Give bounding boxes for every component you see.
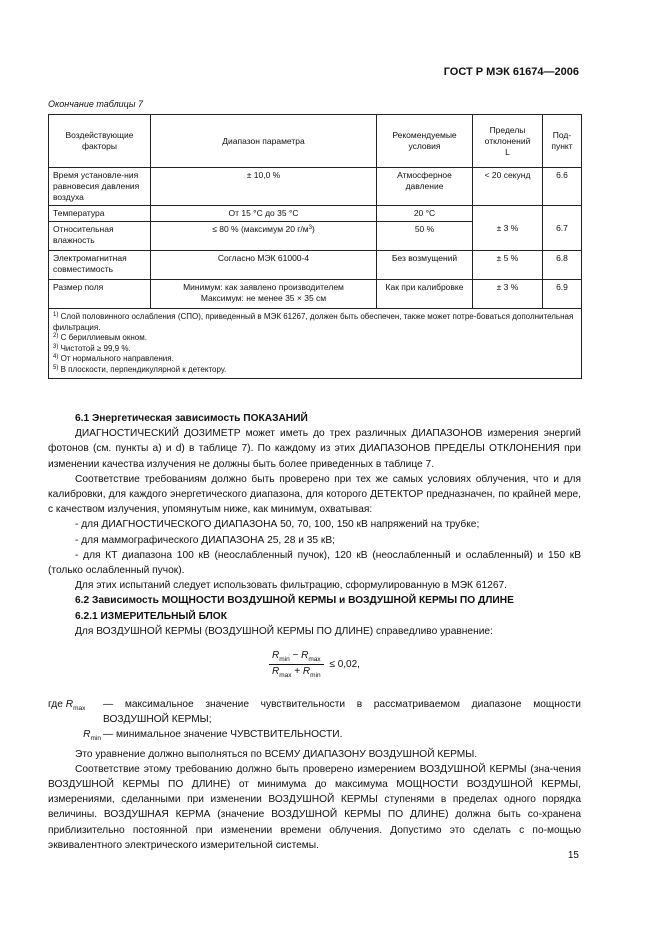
- footnote-1: $^{1)}$ Слой половинного ослабления (СПО), приведенный в МЭК 61267, должен быть обеспечен, также может потре-боваться дополнительная фильтрация.: [53, 312, 574, 332]
- section-title: 6.1 Энергетическая зависимость ПОКАЗАНИЙ: [75, 413, 308, 424]
- paragraph: Это уравнение должно выполняться по ВСЕМУ ДИАПАЗОНУ ВОЗДУШНОЙ КЕРМЫ.: [75, 748, 478, 760]
- table-caption: Окончание таблицы 7: [48, 99, 143, 109]
- col-header-subclause: Под-пункт: [543, 115, 582, 168]
- list-item: - для маммографического ДИАПАЗОНА 25, 28 и 35 кВ;: [75, 534, 335, 546]
- footnote-4: $^{4)}$ От нормального направления.: [53, 354, 174, 363]
- footnote-3: $^{3)}$ Чистотой ≥ 99,9 %.: [53, 343, 131, 353]
- section-6-2-continued: [48, 697, 581, 853]
- table-row: [49, 206, 582, 222]
- cell-subclause: 6.7: [543, 206, 582, 251]
- cell-conditions: 20 °С: [377, 206, 473, 222]
- cell-subclause: 6.8: [543, 251, 582, 280]
- cell-factor: Размер поля: [49, 280, 151, 309]
- section-title: 6.2 Зависимость МОЩНОСТИ ВОЗДУШНОЙ КЕРМЫ и ВОЗДУШНОЙ КЕРМЫ ПО ДЛИНЕ: [75, 595, 514, 607]
- table-header-row: [49, 115, 582, 168]
- section-6-1: [48, 411, 581, 639]
- cell-factor: Температура: [49, 206, 151, 222]
- cell-conditions: 50 %: [377, 222, 473, 251]
- paragraph: Соответствие этому требованию должно быть проверено измерением ВОЗДУШНОЙ КЕРМЫ (зна-чения ВОЗДУШНОЙ КЕРМЫ ПО ДЛИНЕ) от минимума до максимума МОЩНОСТИ ВОЗДУШНОЙ КЕРМЫ, измерениями, сделанными при изменении ВОЗДУШНОЙ КЕРМЫ ступенями в пределах одного порядка величины. ВОЗДУШНАЯ КЕРМА (значение ВОЗДУШНОЙ КЕРМЫ ПО ДЛИНЕ) должна быть со-хранена приблизительно постоянной при изменении времени облучения. Допустимо это сделать с по-мощью эквивалентного электрического измерительной системы.: [48, 763, 581, 851]
- table-footnotes-row: [49, 309, 582, 379]
- cell-limits: ± 5 %: [473, 251, 543, 280]
- cell-limits: < 20 секунд: [473, 168, 543, 206]
- uniformity-formula: $\frac{R_{min} - R_{max}}{R_{max} + R_{min}}$ ≤ 0,02,: [269, 650, 360, 679]
- cell-factor: Электромагнитная совместимость: [49, 251, 151, 280]
- subsection-title: 6.2.1 ИЗМЕРИТЕЛЬНЫЙ БЛОК: [75, 610, 227, 622]
- table-footnotes: [49, 309, 582, 379]
- col-header-range: Диапазон параметра: [151, 115, 377, 168]
- cell-range: Согласно МЭК 61000-4: [151, 251, 377, 280]
- col-header-factors: Воздействующие факторы: [49, 115, 151, 168]
- cell-conditions: Атмосферное давление: [377, 168, 473, 206]
- document-header: ГОСТ Р МЭК 61674—2006: [443, 66, 579, 78]
- list-item: - для КТ диапазона 100 кВ (неослабленный пучок), 120 кВ (неослабленный и ослабленный) и 150 кВ (только ослабленный пучок).: [48, 549, 581, 577]
- table-row: [49, 168, 582, 206]
- paragraph: Для ВОЗДУШНОЙ КЕРМЫ (ВОЗДУШНОЙ КЕРМЫ ПО ДЛИНЕ) справедливо уравнение:: [75, 625, 493, 637]
- cell-factor: Относительная влажность: [49, 222, 151, 251]
- table-row: [49, 251, 582, 280]
- cell-limits: ± 3 %: [473, 206, 543, 251]
- cell-range: ≤ 80 % (максимум 20 $г/м^3$): [151, 222, 377, 251]
- footnote-5: $^{5)}$ В плоскости, перпендикулярной к детектору.: [53, 364, 227, 374]
- paragraph: Для этих испытаний следует использовать фильтрацию, сформулированную в МЭК 61267.: [75, 580, 507, 592]
- cell-factor: Время установле-ния равновесия давления воздуха: [49, 168, 151, 206]
- paragraph: ДИАГНОСТИЧЕСКИЙ ДОЗИМЕТР может иметь до трех различных ДИАПАЗОНОВ измерения энергий фотонов (см. пункты а) и d) в таблице 7). По каждому из этих ДИАПАЗОНОВ ПРЕДЕЛЫ ОТКЛОНЕНИЯ при изменении качества излучения не должны быть более приведенных в таблице 7.: [48, 428, 581, 470]
- footnote-2: $^{2)}$ С бериллиевым окном.: [53, 333, 147, 342]
- paragraph: Соответствие требованиям должно быть проверено при тех же самых условиях облучения, что и для калибровки, для каждого энергетического диапазона, для которого ДЕТЕКТОР предназначен, по крайней мере, с качеством излучения, упомянутым ниже, как минимум, охватывая:: [48, 473, 581, 516]
- cell-range: Минимум: как заявлено производителем Максимум: не менее 35 × 35 см: [151, 280, 377, 309]
- cell-subclause: 6.9: [543, 280, 582, 309]
- definition-rmax: где $R_{max}$ — максимальное значение чувствительности в рассматриваемом диапазоне мощности ВОЗДУШНОЙ КЕРМЫ;: [48, 699, 581, 726]
- definition-rmin: $R_{min}$ — минимальное значение ЧУВСТВИТЕЛЬНОСТИ.: [83, 729, 343, 743]
- page-number: 15: [567, 850, 579, 861]
- parameters-table: [48, 114, 582, 379]
- cell-conditions: Без возмущений: [377, 251, 473, 280]
- table-row: [49, 280, 582, 309]
- cell-range: ± 10,0 %: [151, 168, 377, 206]
- cell-subclause: 6.6: [543, 168, 582, 206]
- cell-range: От 15 °С до 35 °С: [151, 206, 377, 222]
- col-header-limits: Пределы отклонений L: [473, 115, 543, 168]
- cell-conditions: Как при калибровке: [377, 280, 473, 309]
- list-item: - для ДИАГНОСТИЧЕСКОГО ДИАПАЗОНА 50, 70, 100, 150 кВ напряжений на трубке;: [75, 519, 480, 531]
- cell-limits: ± 3 %: [473, 280, 543, 309]
- col-header-conditions: Рекомендуемые условия: [377, 115, 473, 168]
